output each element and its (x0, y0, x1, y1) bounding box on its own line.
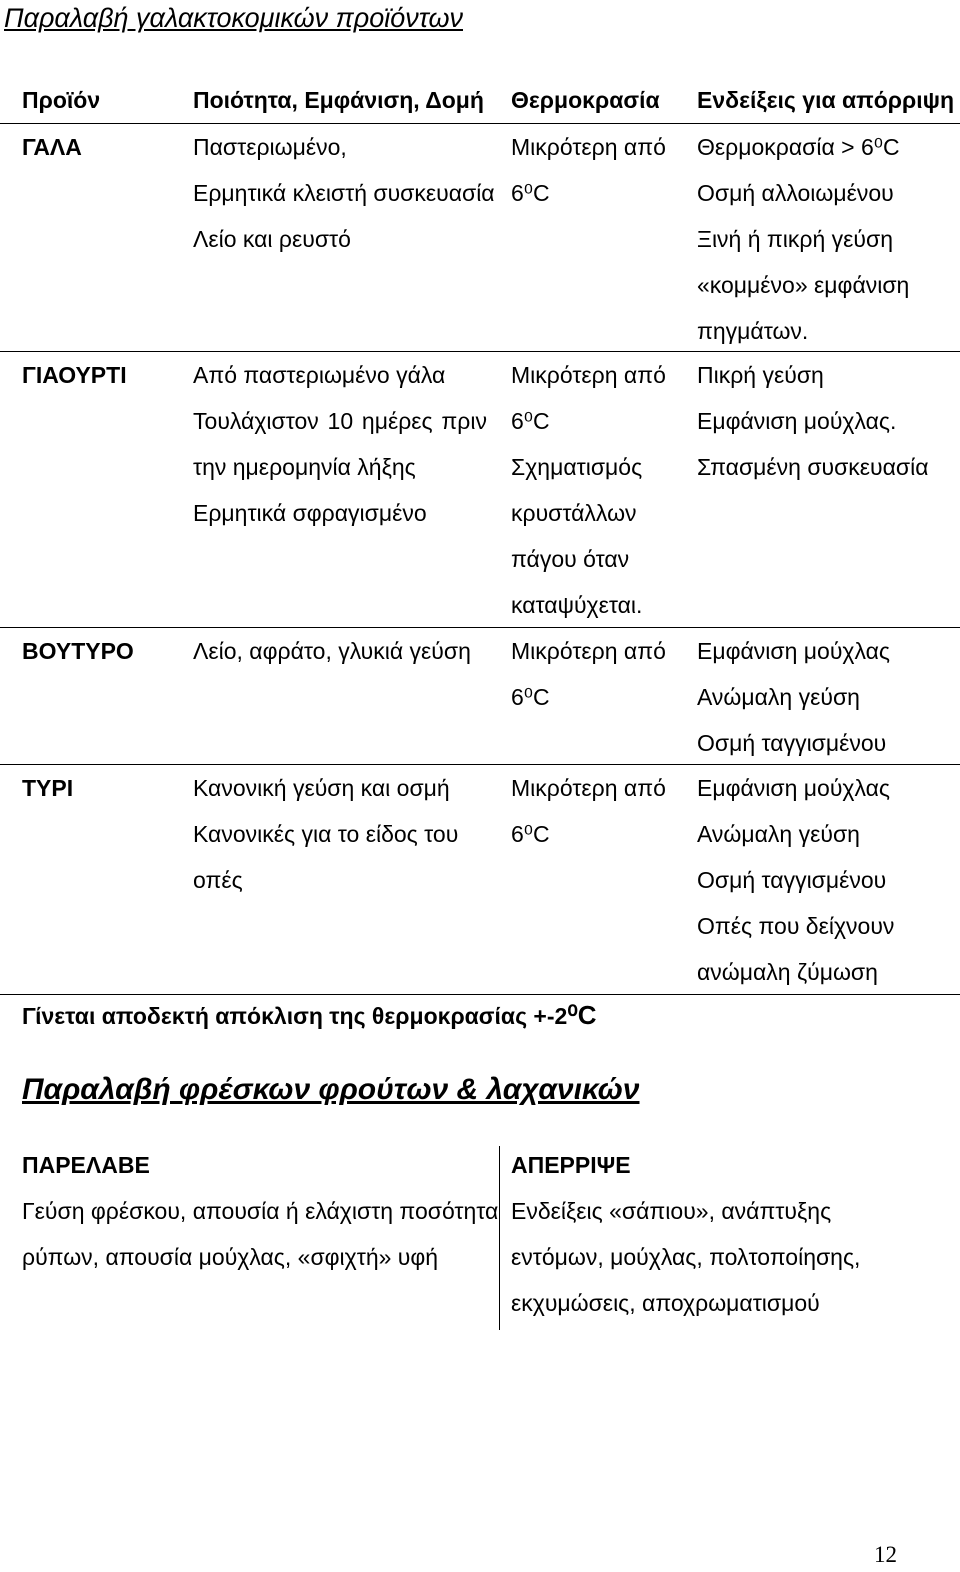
quality-cell: Λείο, αφράτο, γλυκιά γεύση (193, 638, 471, 664)
accept-line: ρύπων, απουσία μούχλας, «σφιχτή» υφή (22, 1244, 439, 1270)
page-title: Παραλαβή γαλακτοκομικών προϊόντων (4, 3, 463, 33)
product-name: ΒΟΥΤΥΡΟ (22, 638, 134, 664)
temperature-tolerance-note: Γίνεται αποδεκτή απόκλιση της θερμοκρασίας +-2⁰C (22, 1000, 597, 1030)
header-quality: Ποιότητα, Εμφάνιση, Δομή (193, 87, 484, 113)
temperature-cell: Μικρότερη από 6⁰C (511, 638, 666, 710)
table-row (0, 124, 960, 352)
reject-line: εντόμων, μούχλας, πολτοποίησης, (511, 1244, 861, 1270)
accept-column (22, 1142, 498, 1280)
reject-header: ΑΠΕΡΡΙΨΕ (511, 1152, 631, 1178)
quality-cell: Παστεριωμένο, Ερμητικά κλειστή συσκευασία Λείο και ρευστό (193, 134, 495, 252)
rejection-cell: Εμφάνιση μούχλας Ανώμαλη γεύση Οσμή ταγγισμένου Οπές που δείχνουν ανώμαλη ζύμωση (697, 775, 895, 985)
accept-line: Γεύση φρέσκου, απουσία ή ελάχιστη ποσότητα (22, 1198, 499, 1224)
accept-header: ΠΑΡΕΛΑΒΕ (22, 1152, 150, 1178)
temperature-cell: Μικρότερη από 6⁰C Σχηματισμός κρυστάλλων πάγου όταν καταψύχεται. (511, 362, 666, 618)
header-temperature: Θερμοκρασία (511, 87, 660, 113)
quality-cell: Κανονική γεύση και οσμή Κανονικές για το είδος του οπές (193, 775, 459, 893)
temperature-cell: Μικρότερη από 6⁰C (511, 775, 666, 847)
header-rejection: Ενδείξεις για απόρριψη (697, 87, 955, 113)
produce-table (0, 1142, 960, 1332)
rejection-cell: Θερμοκρασία > 6⁰C Οσμή αλλοιωμένου Ξινή ή πικρή γεύση «κομμένο» εμφάνιση πηγμάτων. (697, 134, 910, 344)
table-row (0, 765, 960, 995)
rejection-cell: Εμφάνιση μούχλας Ανώμαλη γεύση Οσμή ταγγισμένου (697, 638, 891, 756)
rejection-cell: Πικρή γεύση Εμφάνιση μούχλας. Σπασμένη συσκευασία (697, 362, 929, 480)
header-product: Προϊόν (22, 87, 101, 113)
quality-cell: Από παστεριωμένο γάλα Τουλάχιστον 10 ημέρες πριν την ημερομηνία λήξης Ερμητικά σφραγισμένο (193, 362, 487, 526)
table-header (0, 70, 960, 124)
reject-line: Ενδείξεις «σάπιου», ανάπτυξης (511, 1198, 832, 1224)
column-divider (499, 1146, 500, 1330)
reject-line: εκχυμώσεις, αποχρωματισμού (511, 1290, 820, 1316)
page-number: 12 (874, 1542, 897, 1567)
dairy-table (0, 70, 960, 995)
section-title: Παραλαβή φρέσκων φρούτων & λαχανικών (22, 1073, 640, 1106)
product-name: ΓΑΛΑ (22, 134, 82, 160)
table-row (0, 352, 960, 628)
table-row (0, 628, 960, 765)
reject-column (511, 1142, 860, 1326)
temperature-cell: Μικρότερη από 6⁰C (511, 134, 666, 206)
product-name: ΓΙΑΟΥΡΤΙ (22, 362, 127, 388)
product-name: ΤΥΡΙ (22, 775, 74, 801)
